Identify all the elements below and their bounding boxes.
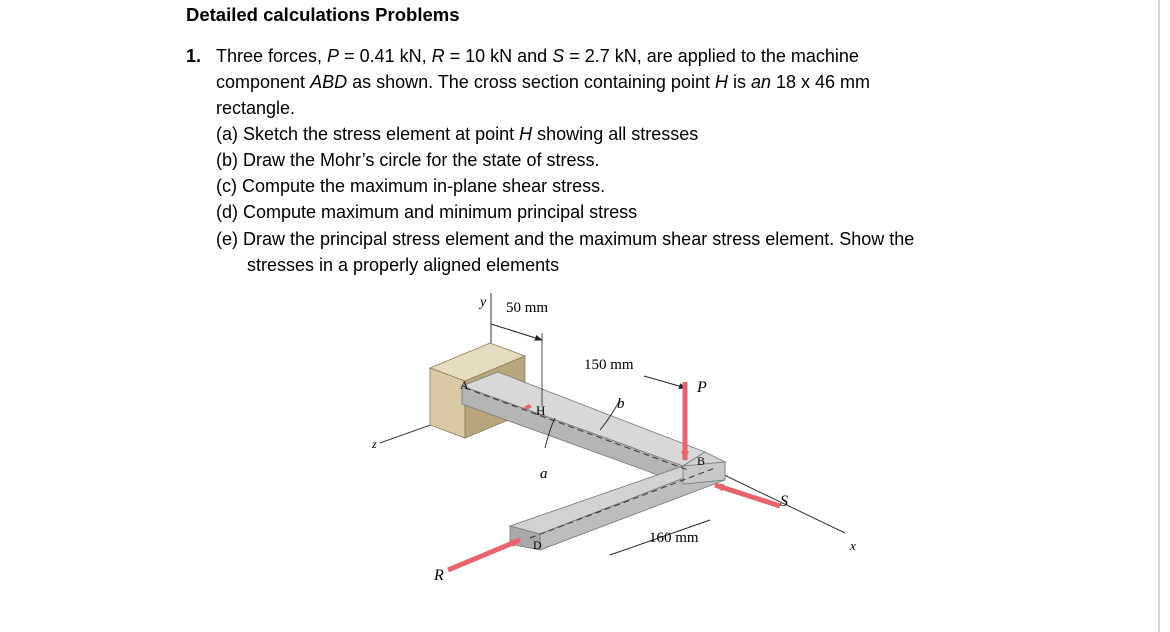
label-dim-150: 150 mm: [584, 357, 634, 373]
problem-number: 1.: [186, 46, 202, 66]
dim-50-line: [491, 324, 542, 340]
label-dim-160: 160 mm: [649, 530, 699, 546]
part-e-line-1: (e) Draw the principal stress element and the maximum shear stress element. Show the: [216, 229, 915, 249]
label-dim-50: 50 mm: [506, 300, 549, 316]
label-z: z: [372, 437, 377, 451]
part-e-line-2: stresses in a properly aligned elements: [247, 255, 560, 275]
label-force-p: P: [697, 379, 707, 396]
part-c: (c) Compute the maximum in-plane shear stress.: [216, 176, 606, 196]
bar-ab: [462, 372, 705, 484]
label-force-s: S: [780, 493, 788, 510]
statement-line-3: rectangle.: [216, 98, 296, 118]
label-section-a: a: [540, 466, 548, 482]
part-d: (d) Compute maximum and minimum principal stress: [216, 202, 638, 222]
part-a: (a) Sketch the stress element at point H showing all stresses: [216, 124, 699, 144]
label-d-point: D: [533, 538, 542, 552]
label-x: x: [850, 538, 856, 553]
force-s-arrow: [715, 485, 780, 506]
label-y: y: [480, 295, 487, 310]
section-heading: Detailed calculations Problems: [186, 4, 460, 25]
machine-component-figure: [340, 288, 900, 598]
label-section-b: b: [617, 396, 625, 412]
dim-150-line: [644, 376, 686, 388]
statement-line-2: component ABD as shown. The cross section containing point H is an 18 x 46 mm: [216, 72, 871, 92]
label-force-r: R: [434, 567, 444, 584]
label-a-point: A: [460, 378, 469, 392]
part-b: (b) Draw the Mohr’s circle for the state of stress.: [216, 150, 600, 170]
label-b-point: B: [697, 454, 706, 468]
statement-line-1: Three forces, P = 0.41 kN, R = 10 kN and S = 2.7 kN, are applied to the machine: [216, 46, 859, 66]
force-r-arrow: [448, 540, 520, 570]
label-h-point: H: [536, 403, 546, 418]
